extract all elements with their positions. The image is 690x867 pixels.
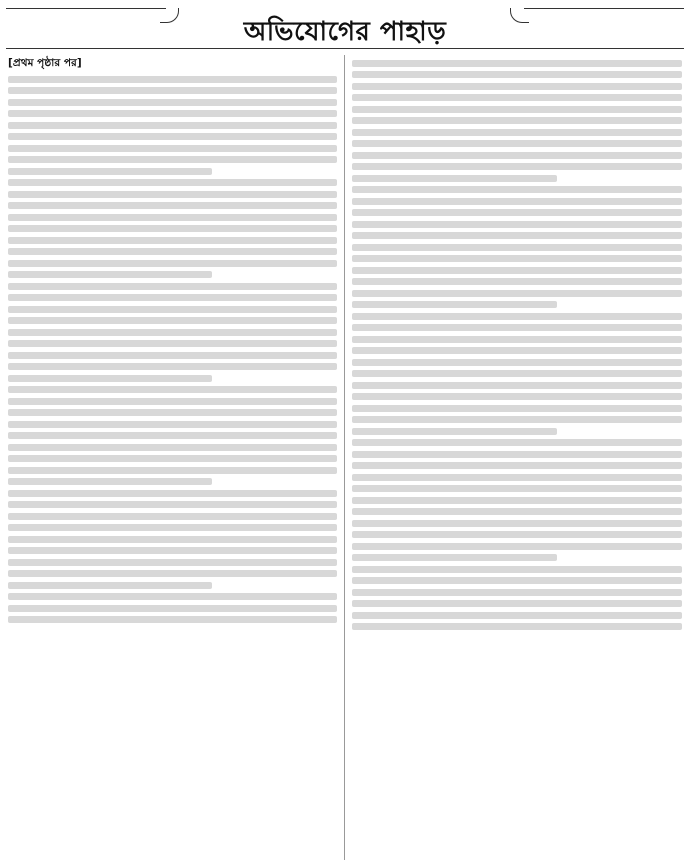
body-text-line <box>8 156 337 163</box>
body-text-line <box>352 508 682 515</box>
body-text-line <box>8 467 337 474</box>
body-text-line <box>8 444 337 451</box>
body-text-line <box>352 336 682 343</box>
body-text-line <box>352 428 557 435</box>
body-text-line <box>352 370 682 377</box>
body-text-line <box>8 294 337 301</box>
body-text-line <box>8 524 337 531</box>
body-text-line <box>8 283 337 290</box>
body-text-line <box>352 278 682 285</box>
body-text-line <box>8 547 337 554</box>
body-text-line <box>352 405 682 412</box>
body-text-line <box>8 145 337 152</box>
body-text-line <box>352 451 682 458</box>
body-text-line <box>8 582 212 589</box>
body-text-line <box>352 531 682 538</box>
body-text-line <box>352 439 682 446</box>
column-divider <box>344 55 345 860</box>
body-text-line <box>352 301 557 308</box>
body-text-line <box>352 554 557 561</box>
body-text-line <box>352 623 682 630</box>
body-text-line <box>8 122 337 129</box>
body-text-line <box>352 94 682 101</box>
masthead-rule-right <box>524 8 684 9</box>
masthead-rule-left <box>6 8 166 9</box>
body-text-line <box>352 255 682 262</box>
body-text-line <box>352 117 682 124</box>
body-text-line <box>8 110 337 117</box>
body-text-line <box>352 416 682 423</box>
page-headline: অভিযোগের পাহাড় <box>243 17 447 47</box>
body-text-line <box>8 490 337 497</box>
body-text-line <box>8 76 337 83</box>
body-text-line <box>352 600 682 607</box>
body-text-line <box>8 536 337 543</box>
right-column-body-placeholder <box>352 60 682 631</box>
body-text-line <box>352 347 682 354</box>
body-text-line <box>8 501 337 508</box>
body-text-line <box>352 497 682 504</box>
body-text-line <box>8 605 337 612</box>
body-text-line <box>352 577 682 584</box>
body-text-line <box>352 140 682 147</box>
body-text-line <box>8 375 212 382</box>
body-text-line <box>352 129 682 136</box>
body-text-line <box>8 593 337 600</box>
body-text-line <box>8 99 337 106</box>
body-text-line <box>352 221 682 228</box>
body-text-line <box>352 106 682 113</box>
body-text-line <box>8 432 337 439</box>
body-text-line <box>8 363 337 370</box>
body-text-line <box>352 462 682 469</box>
body-text-line <box>352 359 682 366</box>
left-column-body-placeholder <box>8 76 337 624</box>
body-text-line <box>8 513 337 520</box>
body-text-line <box>352 198 682 205</box>
body-text-line <box>8 340 337 347</box>
body-text-line <box>8 133 337 140</box>
body-text-line <box>352 209 682 216</box>
masthead-ornament-right <box>510 8 529 23</box>
body-text-line <box>8 570 337 577</box>
body-text-line <box>8 306 337 313</box>
body-text-line <box>8 271 212 278</box>
article-column-right <box>352 55 682 860</box>
body-text-line <box>8 317 337 324</box>
body-text-line <box>8 260 337 267</box>
body-text-line <box>352 589 682 596</box>
body-text-line <box>8 179 337 186</box>
body-text-line <box>352 566 682 573</box>
body-text-line <box>8 329 337 336</box>
body-text-line <box>8 214 337 221</box>
body-text-line <box>8 421 337 428</box>
body-text-line <box>8 398 337 405</box>
body-text-line <box>352 163 682 170</box>
body-text-line <box>352 152 682 159</box>
body-text-line <box>352 267 682 274</box>
body-text-line <box>352 186 682 193</box>
body-text-line <box>8 409 337 416</box>
body-text-line <box>8 168 212 175</box>
body-text-line <box>352 612 682 619</box>
body-text-line <box>8 87 337 94</box>
body-text-line <box>8 225 337 232</box>
lead-in <box>8 55 337 71</box>
body-text-line <box>8 352 337 359</box>
body-text-line <box>8 616 337 623</box>
body-text-line <box>352 382 682 389</box>
body-text-line <box>8 248 337 255</box>
body-text-line <box>352 175 557 182</box>
body-text-line <box>352 60 682 67</box>
body-text-line <box>352 290 682 297</box>
body-text-line <box>352 393 682 400</box>
body-text-line <box>352 244 682 251</box>
body-text-line <box>352 485 682 492</box>
headline-box <box>178 18 512 48</box>
body-text-line <box>352 543 682 550</box>
body-text-line <box>352 313 682 320</box>
body-text-line <box>352 83 682 90</box>
body-text-line <box>352 520 682 527</box>
headline-rule <box>6 48 684 49</box>
body-text-line <box>8 191 337 198</box>
article-column-left <box>8 55 337 860</box>
body-text-line <box>8 202 337 209</box>
body-text-line <box>8 559 337 566</box>
body-text-line <box>8 237 337 244</box>
body-text-line <box>8 386 337 393</box>
body-text-line <box>8 478 212 485</box>
body-text-line <box>8 455 337 462</box>
body-text-line <box>352 474 682 481</box>
body-text-line <box>352 71 682 78</box>
body-text-line <box>352 324 682 331</box>
continuation-marker: [প্রথম পৃষ্ঠার পর] <box>8 57 82 69</box>
body-text-line <box>352 232 682 239</box>
masthead-ornament-left <box>160 8 179 23</box>
